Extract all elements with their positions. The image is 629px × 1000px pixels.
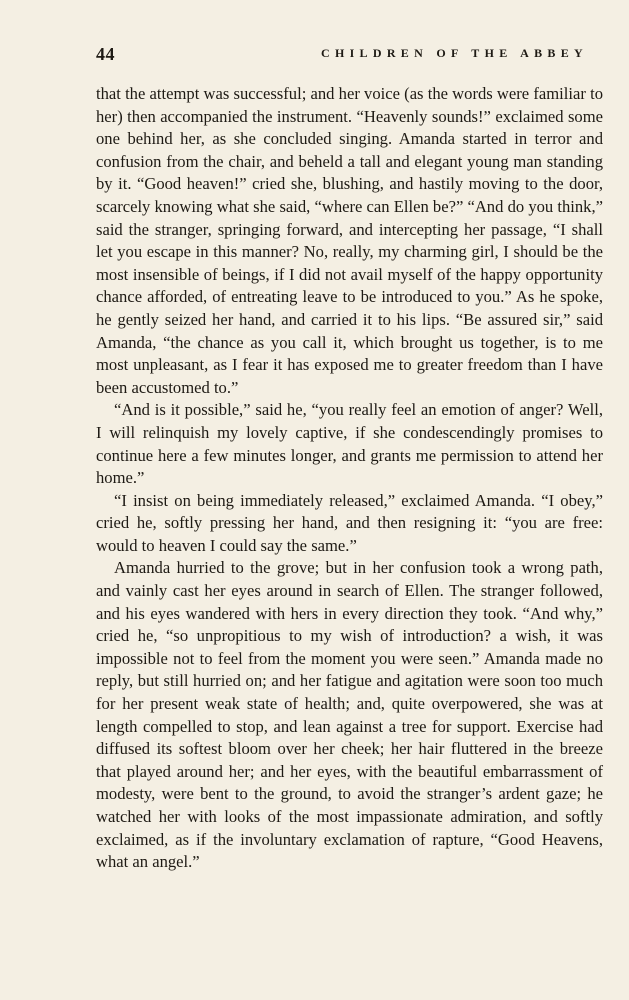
paragraph: Amanda hurried to the grove; but in her confusion took a wrong path, and vainly cast her eyes around in search of Ellen. The stranger followed, and his eyes wandered with hers in every direction they took. “And why,” cried he, “so unpropitious to my wish of introduction? a wish, it was impossible not to feel from the moment you were seen.” Amanda made no reply, but still hurried on; and her fatigue and agitation were soon too much for her present weak state of health; and, quite overpowered, she was at length compelled to stop, and lean against a tree for support. Exercise had diffused its softest bloom over her cheek; her hair fluttered in the breeze that played around her; and her eyes, with the beautiful embarrassment of modesty, were bent to the ground, to avoid the stranger’s ardent gaze; he watched her with looks of the most impassionate admiration, and softly exclaimed, as if the involuntary exclamation of rapture, “Good Heavens, what an angel.” <box>96 558 603 872</box>
page-number: 44 <box>96 44 115 64</box>
text-body <box>96 83 603 874</box>
running-title: CHILDREN OF THE ABBEY <box>320 46 588 60</box>
running-head <box>96 44 602 64</box>
paragraph: “And is it possible,” said he, “you really feel an emotion of anger? Well, I will relinquish my lovely captive, if she condescendingly promises to continue here a few minutes longer, and grants me permission to attend her home.” <box>96 400 603 488</box>
paragraph-continued: that the attempt was successful; and her voice (as the words were familiar to her) then accompanied the instrument. “Heavenly sounds!” exclaimed some one behind her, as she concluded singing. Amanda started in terror and confusion from the chair, and beheld a tall and elegant young man standing by it. “Good heaven!” cried she, blushing, and hastily moving to the door, scarcely knowing what she said, “where can Ellen be?” “And do you think,” said the stranger, springing forward, and intercepting her passage, “I shall let you escape in this manner? No, really, my charming girl, I should be the most insensible of beings, if I did not avail myself of the happy opportunity chance afforded, of entreating leave to be introduced to you.” As he spoke, he gently seized her hand, and carried it to his lips. “Be assured sir,” said Amanda, “the chance as you call it, which brought us together, is to me most unpleasant, as I fear it has exposed me to greater freedom than I have been accustomed to.” <box>96 84 603 397</box>
paragraph: “I insist on being immediately released,” exclaimed Amanda. “I obey,” cried he, softly pressing her hand, and then resigning it: “you are free: would to heaven I could say the same.” <box>96 490 603 555</box>
